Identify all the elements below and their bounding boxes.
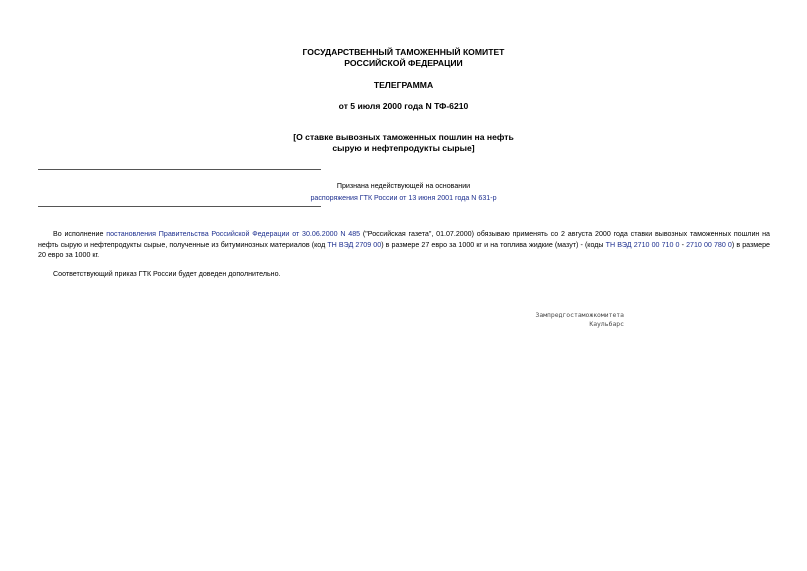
title-line-2: сырую и нефтепродукты сырые] [332, 143, 475, 153]
document-type: ТЕЛЕГРАММА [373, 80, 434, 90]
p1-link-decree[interactable]: постановления Правительства Российской Федерации от 30.06.2000 N 485 [106, 230, 361, 238]
p1-text-1: Во исполнение [53, 230, 107, 238]
p1-text-4: - [679, 240, 687, 249]
signatory-position: Зампредгостаможкомитета [535, 311, 624, 319]
p1-text-5: ) в размере 20 евро за 1000 кг. [38, 240, 770, 260]
signatory-name: Каульбарс [589, 319, 624, 328]
authority-line-2: РОССИЙСКОЙ ФЕДЕРАЦИИ [344, 58, 463, 68]
status-text: Признана недействующей на основании [336, 182, 471, 190]
title-line-1: [О ставке вывозных таможенных пошлин на нефть [293, 132, 514, 142]
status-link[interactable]: распоряжения ГТК России от 13 июня 2001 года N 631-р [310, 194, 497, 202]
p1-link-code-2710-780[interactable]: 2710 00 780 0 [686, 240, 732, 249]
divider-bottom [38, 206, 321, 207]
issuing-authority [200, 47, 607, 69]
signature-block [536, 311, 625, 328]
document-number: от 5 июля 2000 года N ТФ-6210 [338, 101, 469, 111]
authority-line-1: ГОСУДАРСТВЕННЫЙ ТАМОЖЕННЫЙ КОМИТЕТ [302, 47, 505, 57]
divider-top [38, 169, 321, 170]
p1-link-code-2710-710[interactable]: ТН ВЭД 2710 00 710 0 [605, 240, 680, 249]
document-title [200, 132, 607, 154]
p1-text-3: ) в размере 27 евро за 1000 кг и на топлива жидкие (мазут) - (коды [381, 240, 606, 249]
body-paragraph-1 [38, 229, 770, 261]
p1-text-2: ("Российская газета", 01.07.2000) обязываю применять со 2 августа 2000 года ставки вывозных таможенных пошлин на нефть сырую и нефтепродукты сырые, полученные из битуминозных материалов (код [38, 230, 770, 249]
p1-link-code-2709[interactable]: ТН ВЭД 2709 00 [327, 240, 382, 249]
body-paragraph-2: Соответствующий приказ ГТК России будет доведен дополнительно. [53, 270, 281, 278]
status-note [250, 180, 557, 204]
